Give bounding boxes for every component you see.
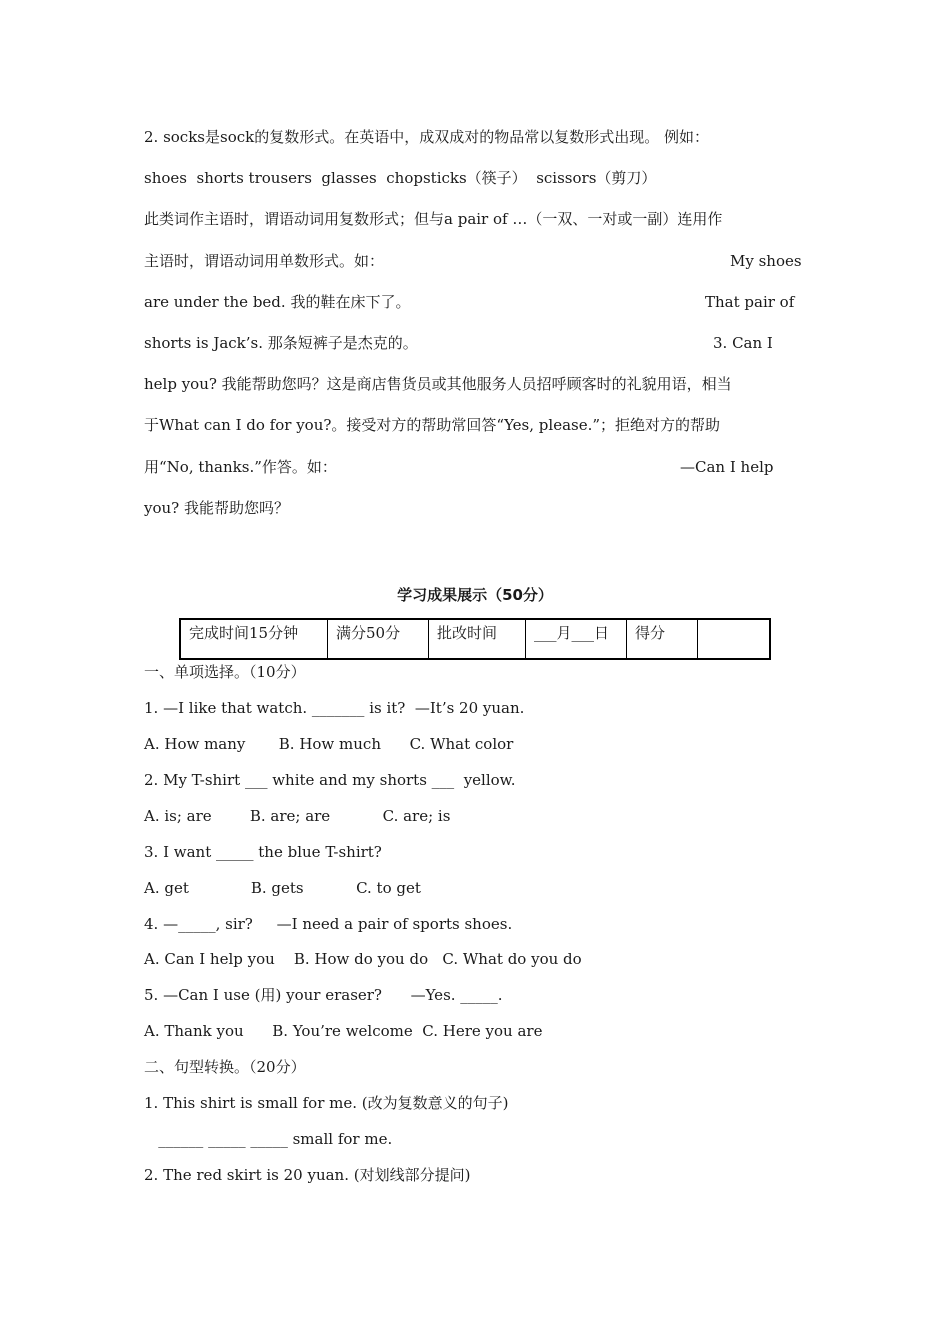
options-1: A. How many B. How much C. What color bbox=[144, 735, 514, 753]
options-3: A. get B. gets C. to get bbox=[144, 879, 421, 897]
note-line-7: help you? 我能帮助您吗？这是商店售货员或其他服务人员招呼顾客时的礼貌用语，相当 bbox=[144, 375, 732, 393]
question-5: 5. —Can I use (用) your eraser? —Yes. _____. bbox=[144, 986, 503, 1004]
full-score-cell: 满分50分 bbox=[328, 619, 429, 659]
grade-time-cell: 批改时间 bbox=[429, 619, 526, 659]
score-value-cell[interactable] bbox=[698, 619, 771, 659]
part1-title: 一、单项选择。（10分） bbox=[144, 663, 306, 681]
note-line-9: 用“No, thanks.”作答。如： bbox=[144, 458, 337, 476]
transform-answer-1: ______ _____ _____ small for me. bbox=[144, 1130, 393, 1148]
note-line-3: 此类词作主语时，谓语动词用复数形式；但与a pair of …（一双、一对或一副）连用作 bbox=[144, 210, 723, 228]
question-4: 4. —_____, sir? —I need a pair of sports shoes. bbox=[144, 915, 513, 933]
note-line-2: shoes shorts trousers glasses chopsticks（筷子） scissors（剪刀） bbox=[144, 169, 657, 187]
question-3: 3. I want _____ the blue T-shirt? bbox=[144, 843, 382, 861]
note-line-5-right: That pair of bbox=[705, 293, 795, 311]
section-title: 学习成果展示（50分） bbox=[397, 586, 553, 604]
note-line-1: 2. socks是sock的复数形式。在英语中，成双成对的物品常以复数形式出现。 例如： bbox=[144, 128, 709, 146]
part2-title: 二、句型转换。（20分） bbox=[144, 1058, 306, 1076]
transform-question-2: 2. The red skirt is 20 yuan. (对划线部分提问) bbox=[144, 1166, 471, 1184]
note-line-5: are under the bed. 我的鞋在床下了。 bbox=[144, 293, 411, 311]
options-4: A. Can I help you B. How do you do C. What do you do bbox=[144, 950, 582, 968]
score-table bbox=[179, 618, 771, 660]
note-line-6-right: 3. Can I bbox=[713, 334, 773, 352]
note-line-10: you? 我能帮助您吗？ bbox=[144, 499, 289, 517]
question-2: 2. My T-shirt ___ white and my shorts ___ yellow. bbox=[144, 771, 516, 789]
note-line-8: 于What can I do for you?。接受对方的帮助常回答“Yes, please.”；拒绝对方的帮助 bbox=[144, 416, 721, 434]
note-line-6: shorts is Jack’s. 那条短裤子是杰克的。 bbox=[144, 334, 418, 352]
question-1: 1. —I like that watch. _______ is it? —It’s 20 yuan. bbox=[144, 699, 525, 717]
note-line-9-right: —Can I help bbox=[680, 458, 774, 476]
note-line-4-right: My shoes bbox=[730, 252, 802, 270]
options-2: A. is; are B. are; are C. are; is bbox=[144, 807, 451, 825]
options-5: A. Thank you B. You’re welcome C. Here you are bbox=[144, 1022, 543, 1040]
transform-question-1: 1. This shirt is small for me. (改为复数意义的句子) bbox=[144, 1094, 509, 1112]
date-cell: ___月___日 bbox=[526, 619, 627, 659]
note-line-4: 主语时，谓语动词用单数形式。如： bbox=[144, 252, 385, 270]
score-label-cell: 得分 bbox=[627, 619, 698, 659]
time-cell: 完成时间15分钟 bbox=[180, 619, 328, 659]
